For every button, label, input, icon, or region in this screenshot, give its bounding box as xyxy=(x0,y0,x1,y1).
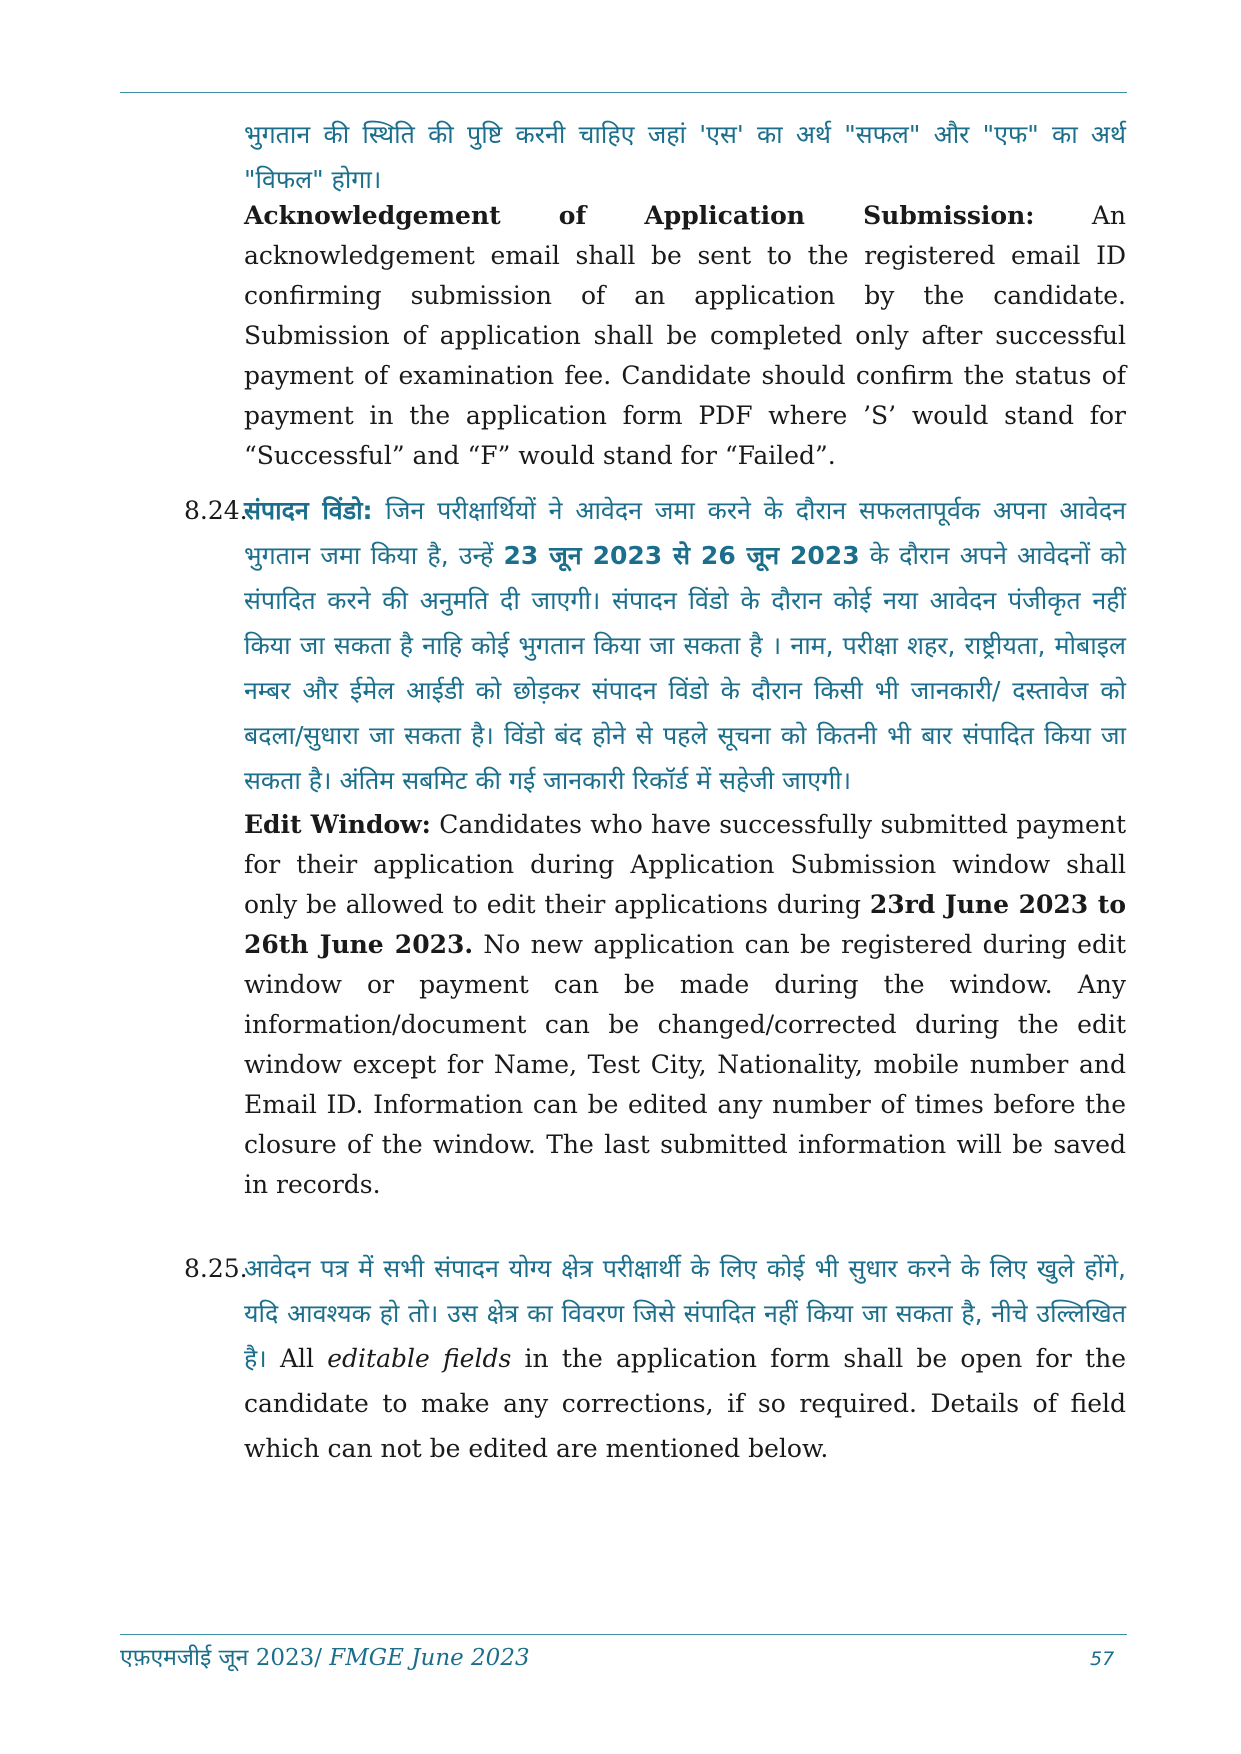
ack-heading: Acknowledgement of Application Submission: xyxy=(244,201,1035,230)
section-8-24-hindi-heading: संपादन विंडो: xyxy=(244,496,373,525)
footer-rule xyxy=(120,1634,1127,1635)
section-8-24-hindi-dates: 23 जून 2023 से 26 जून 2023 xyxy=(503,541,860,570)
section-8-24 xyxy=(244,488,1126,1205)
edit-window-dates: 23rd June 2023 to 26th June 2023. xyxy=(244,890,1126,959)
ack-paragraph xyxy=(244,196,1126,476)
ack-text: An acknowledgement email shall be sent to the registered email ID confirming submission of an application by the candidate. Submission of application shall be completed only after successful payment of examination fee. Candidate should confirm the status of payment in the application form PDF where ’S’ would stand for “Successful” and “F” would stand for “Failed”. xyxy=(244,201,1126,470)
section-number-8-25: 8.25. xyxy=(184,1254,248,1283)
section-8-24-english: Edit Window: Candidates who have successfully submitted payment for their application during Application Submission window shall only be allowed to edit their applications during 23rd June 2023 to 26th June 2023. No new application can be registered during edit window or payment can be made during the window. Any information/document can be changed/corrected during the edit window except for Name, Test City, Nationality, mobile number and Email ID. Information can be edited any number of times before the closure of the window. The last submitted information will be saved in records. xyxy=(244,810,1126,1199)
editable-fields-term: editable fields xyxy=(327,1344,512,1373)
edit-window-heading: Edit Window: xyxy=(244,810,431,839)
top-paragraph xyxy=(244,112,1126,476)
section-8-25 xyxy=(244,1246,1126,1471)
page-number: 57 xyxy=(1090,1648,1115,1670)
section-8-25-text: आवेदन पत्र में सभी संपादन योग्य क्षेत्र परीक्षार्थी के लिए कोई भी सुधार करने के लिए खुले होंगे, यदि आवश्यक हो तो। उस क्षेत्र का विवरण जिसे संपादित नहीं किया जा सकता है, नीचे उल्लिखित है। All editable fields in the application form shall be open for the candidate to make any corrections, if so required. Details of field which can not be edited are mentioned below. xyxy=(244,1254,1126,1463)
section-8-24-hindi: संपादन विंडो: जिन परीक्षार्थियों ने आवेदन जमा करने के दौरान सफलतापूर्वक अपना आवेदन भुगतान जमा किया है, उन्हें 23 जून 2023 से 26 जून 2023 के दौरान अपने आवेदनों को संपादित करने की अनुमति दी जाएगी। संपादन विंडो के दौरान कोई नया आवेदन पंजीकृत नहीं किया जा सकता है नाहि कोई भुगतान किया जा सकता है । नाम, परीक्षा शहर, राष्ट्रीयता, मोबाइल नम्बर और ईमेल आईडी को छोड़कर संपादन विंडो के दौरान किसी भी जानकारी/ दस्तावेज को बदला/सुधारा जा सकता है। विंडो बंद होने से पहले सूचना को कितनी भी बार संपादित किया जा सकता है। अंतिम सबमिट की गई जानकारी रिकॉर्ड में सहेजी जाएगी। xyxy=(244,496,1127,795)
section-number-8-24: 8.24. xyxy=(184,496,248,525)
header-rule xyxy=(120,92,1127,93)
top-hindi-text: भुगतान की स्थिति की पुष्टि करनी चाहिए जहां 'एस' का अर्थ "सफल" और "एफ" का अर्थ "विफल" होगा। xyxy=(244,120,1126,194)
footer-title: एफ़एमजीई जून 2023/ FMGE June 2023 xyxy=(120,1645,530,1671)
